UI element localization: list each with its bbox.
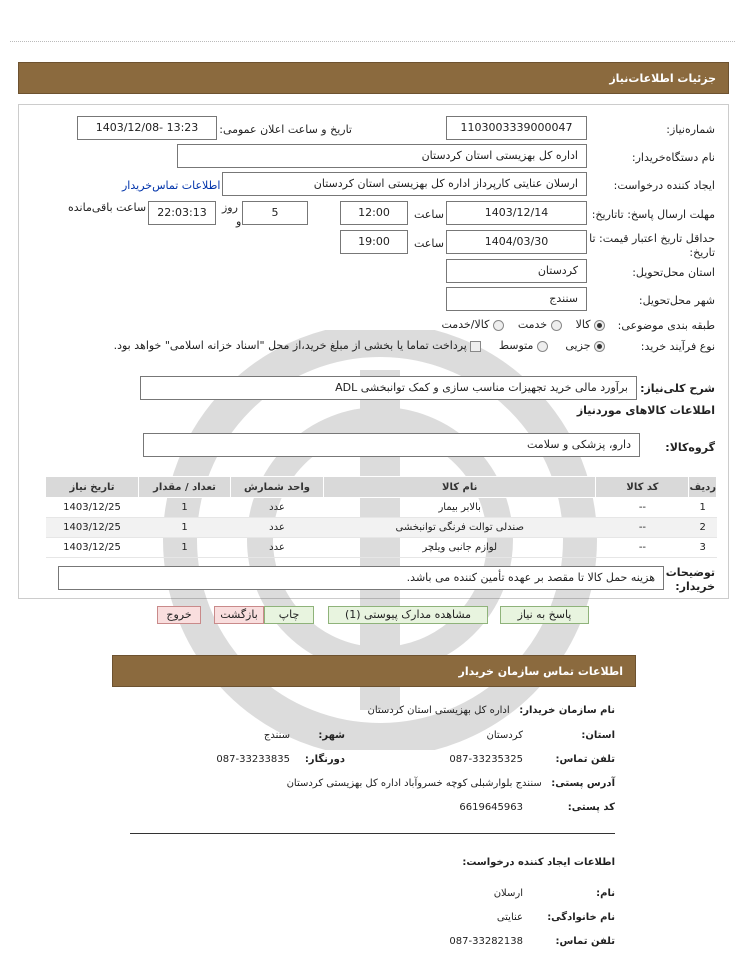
- city-field: سنندج: [446, 287, 587, 311]
- days-label: روز: [222, 201, 238, 214]
- family-row: [547, 912, 615, 923]
- attachments-button[interactable]: مشاهده مدارک پیوستی (1): [328, 606, 488, 624]
- contact-phone-label: تلفن تماس:: [555, 754, 615, 765]
- goods-info-label: اطلاعات کالاهای موردنیاز: [576, 404, 715, 417]
- contact-address-value: سنندج بلوارشبلی کوچه خسروآباد اداره کل بهزیستی کردستان: [286, 778, 542, 789]
- contact-name-label: نام:: [596, 888, 615, 899]
- col-header-unit: واحد شمارش: [231, 477, 324, 498]
- category-option-goods: کالا: [575, 318, 591, 331]
- contact-name-value: ارسلان: [493, 888, 523, 899]
- table-cell: 1403/12/25: [46, 538, 139, 558]
- contact-province-value: کردستان: [486, 730, 523, 741]
- col-header-code: کد کالا: [596, 477, 689, 498]
- org-value: اداره کل بهزیستی استان کردستان: [367, 705, 510, 716]
- org-label: نام سازمان خریدار:: [519, 705, 615, 716]
- province-label: استان محل‌تحویل:: [632, 266, 715, 279]
- category-radio-service[interactable]: [551, 320, 562, 331]
- category-radio-goods[interactable]: [594, 320, 605, 331]
- table-cell: 1: [139, 538, 231, 558]
- back-button[interactable]: بازگشت: [214, 606, 264, 624]
- process-radio-medium[interactable]: [537, 341, 548, 352]
- table-row: [46, 498, 717, 518]
- top-divider: [10, 41, 735, 42]
- contact-fax-label: دورنگار:: [304, 754, 345, 765]
- table-row: [46, 518, 717, 538]
- category-radio-group: [442, 318, 606, 331]
- deadline-date-field: 1403/12/14: [446, 201, 587, 225]
- col-header-name: نام کالا: [324, 477, 596, 498]
- need-number-label: شماره‌نیاز:: [666, 123, 715, 136]
- name-row: [596, 888, 615, 899]
- table-cell: 1: [689, 498, 717, 518]
- exit-button[interactable]: خروج: [157, 606, 201, 624]
- time-remaining-label: ساعت باقی‌مانده: [68, 201, 147, 214]
- table-cell: صندلی توالت فرنگی توانبخشی: [324, 518, 596, 538]
- table-cell: 1403/12/25: [46, 518, 139, 538]
- table-cell: 1: [139, 498, 231, 518]
- contact-cphone-label: تلفن تماس:: [555, 936, 615, 947]
- reply-button[interactable]: پاسخ به نیاز: [500, 606, 589, 624]
- process-option-medium: متوسط: [498, 339, 534, 352]
- table-cell: 1: [139, 518, 231, 538]
- group-field: دارو، پزشکی و سلامت: [143, 433, 640, 457]
- table-cell: 2: [689, 518, 717, 538]
- need-number-field: 1103003339000047: [446, 116, 587, 140]
- province-field: کردستان: [446, 259, 587, 283]
- creator-label: ایجاد کننده درخواست:: [613, 179, 715, 192]
- contact-city-label: شهر:: [318, 730, 345, 741]
- treasury-note: پرداخت تماما یا بخشی از مبلغ خرید،از محل "اسناد خزانه اسلامی" خواهد بود.: [113, 339, 467, 352]
- category-radio-both[interactable]: [493, 320, 504, 331]
- province-row: [581, 730, 615, 741]
- contact-cphone-value: 087-33282138: [449, 936, 523, 947]
- days-remaining-field: 5: [242, 201, 308, 225]
- treasury-checkbox[interactable]: [470, 341, 481, 352]
- process-radio-minor[interactable]: [594, 341, 605, 352]
- category-option-both: کالا/خدمت: [441, 318, 490, 331]
- notes-label: توضیحات خریدار:: [665, 566, 715, 593]
- contact-family-value: عنایتی: [496, 912, 523, 923]
- announce-label: تاریخ و ساعت اعلان عمومی:: [219, 123, 352, 136]
- announce-field: 1403/12/08- 13:23: [77, 116, 217, 140]
- print-button[interactable]: چاپ: [264, 606, 314, 624]
- table-row: [46, 538, 717, 558]
- notes-field: هزینه حمل کالا تا مقصد بر عهده تأمین کننده می باشد.: [58, 566, 664, 590]
- deadline-time-label: ساعت: [414, 208, 444, 221]
- category-label: طبقه بندی موضوعی:: [617, 319, 715, 332]
- process-radio-group: [114, 339, 605, 352]
- deadline-label: مهلت ارسال پاسخ: تاتاریخ:: [591, 208, 715, 221]
- process-option-minor: جزیی: [565, 339, 591, 352]
- days-and-label: و: [236, 215, 242, 228]
- contact-province-label: استان:: [581, 730, 615, 741]
- summary-label: شرح کلی‌نیاز:: [640, 382, 715, 395]
- table-cell: --: [596, 538, 689, 558]
- table-cell: عدد: [231, 498, 324, 518]
- col-header-qty: تعداد / مقدار: [139, 477, 231, 498]
- contact-family-label: نام خانوادگی:: [547, 912, 615, 923]
- contact-city-value: سنندج: [263, 730, 290, 741]
- cphone-row: [555, 936, 615, 947]
- phone-row: [555, 754, 615, 765]
- col-header-date: تاریخ نیاز: [46, 477, 139, 498]
- org-row: [367, 705, 615, 716]
- time-remaining-field: 22:03:13: [148, 201, 216, 225]
- buyer-label: نام دستگاه‌خریدار:: [631, 151, 715, 164]
- city-label: شهر محل‌تحویل:: [638, 294, 715, 307]
- validity-date-field: 1404/03/30: [446, 230, 587, 254]
- table-cell: عدد: [231, 518, 324, 538]
- validity-label: حداقل تاریخ اعتبار قیمت: تا تاریخ:: [589, 232, 715, 259]
- summary-field: برآورد مالی خرید تجهیزات مناسب سازی و کمک توانبخشی ADL: [140, 376, 637, 400]
- section-title: جزئیات اطلاعات‌نیاز: [609, 72, 716, 85]
- table-cell: 3: [689, 538, 717, 558]
- process-label: نوع فرآیند خرید:: [640, 340, 715, 353]
- buyer-field: اداره کل بهزیستی استان کردستان: [177, 144, 587, 168]
- creator-title: اطلاعات ایجاد کننده درخواست:: [462, 857, 615, 868]
- contact-fax-value: 087-33233835: [216, 754, 290, 765]
- postal-row: [568, 802, 615, 813]
- table-cell: --: [596, 518, 689, 538]
- table-cell: لوازم جانبی ویلچر: [324, 538, 596, 558]
- address-row: [287, 778, 615, 789]
- items-table: [45, 476, 717, 558]
- table-cell: --: [596, 498, 689, 518]
- contact-postal-value: 6619645963: [459, 802, 523, 813]
- contact-section-title: اطلاعات تماس سازمان خریدار: [458, 665, 623, 678]
- table-header-row: [46, 477, 717, 498]
- section-header: [18, 62, 729, 94]
- contact-section-header: [112, 655, 636, 687]
- contact-address-label: آدرس پستی:: [551, 778, 615, 789]
- table-cell: عدد: [231, 538, 324, 558]
- table-cell: 1403/12/25: [46, 498, 139, 518]
- validity-time-label: ساعت: [414, 237, 444, 250]
- contact-phone-value: 087-33235325: [449, 754, 523, 765]
- table-cell: بالابر بیمار: [324, 498, 596, 518]
- contact-divider: [130, 833, 615, 834]
- creator-field: ارسلان عنایتی کارپرداز اداره کل بهزیستی استان کردستان: [222, 172, 587, 196]
- items-table-wrap: [45, 476, 717, 558]
- buyer-contact-link[interactable]: اطلاعات تماس‌خریدار: [122, 179, 221, 192]
- deadline-time-field: 12:00: [340, 201, 408, 225]
- group-label: گروه‌کالا:: [665, 441, 715, 454]
- contact-postal-label: کد پستی:: [567, 802, 615, 813]
- category-option-service: خدمت: [517, 318, 548, 331]
- col-header-row-no: ردیف: [689, 477, 717, 498]
- validity-time-field: 19:00: [340, 230, 408, 254]
